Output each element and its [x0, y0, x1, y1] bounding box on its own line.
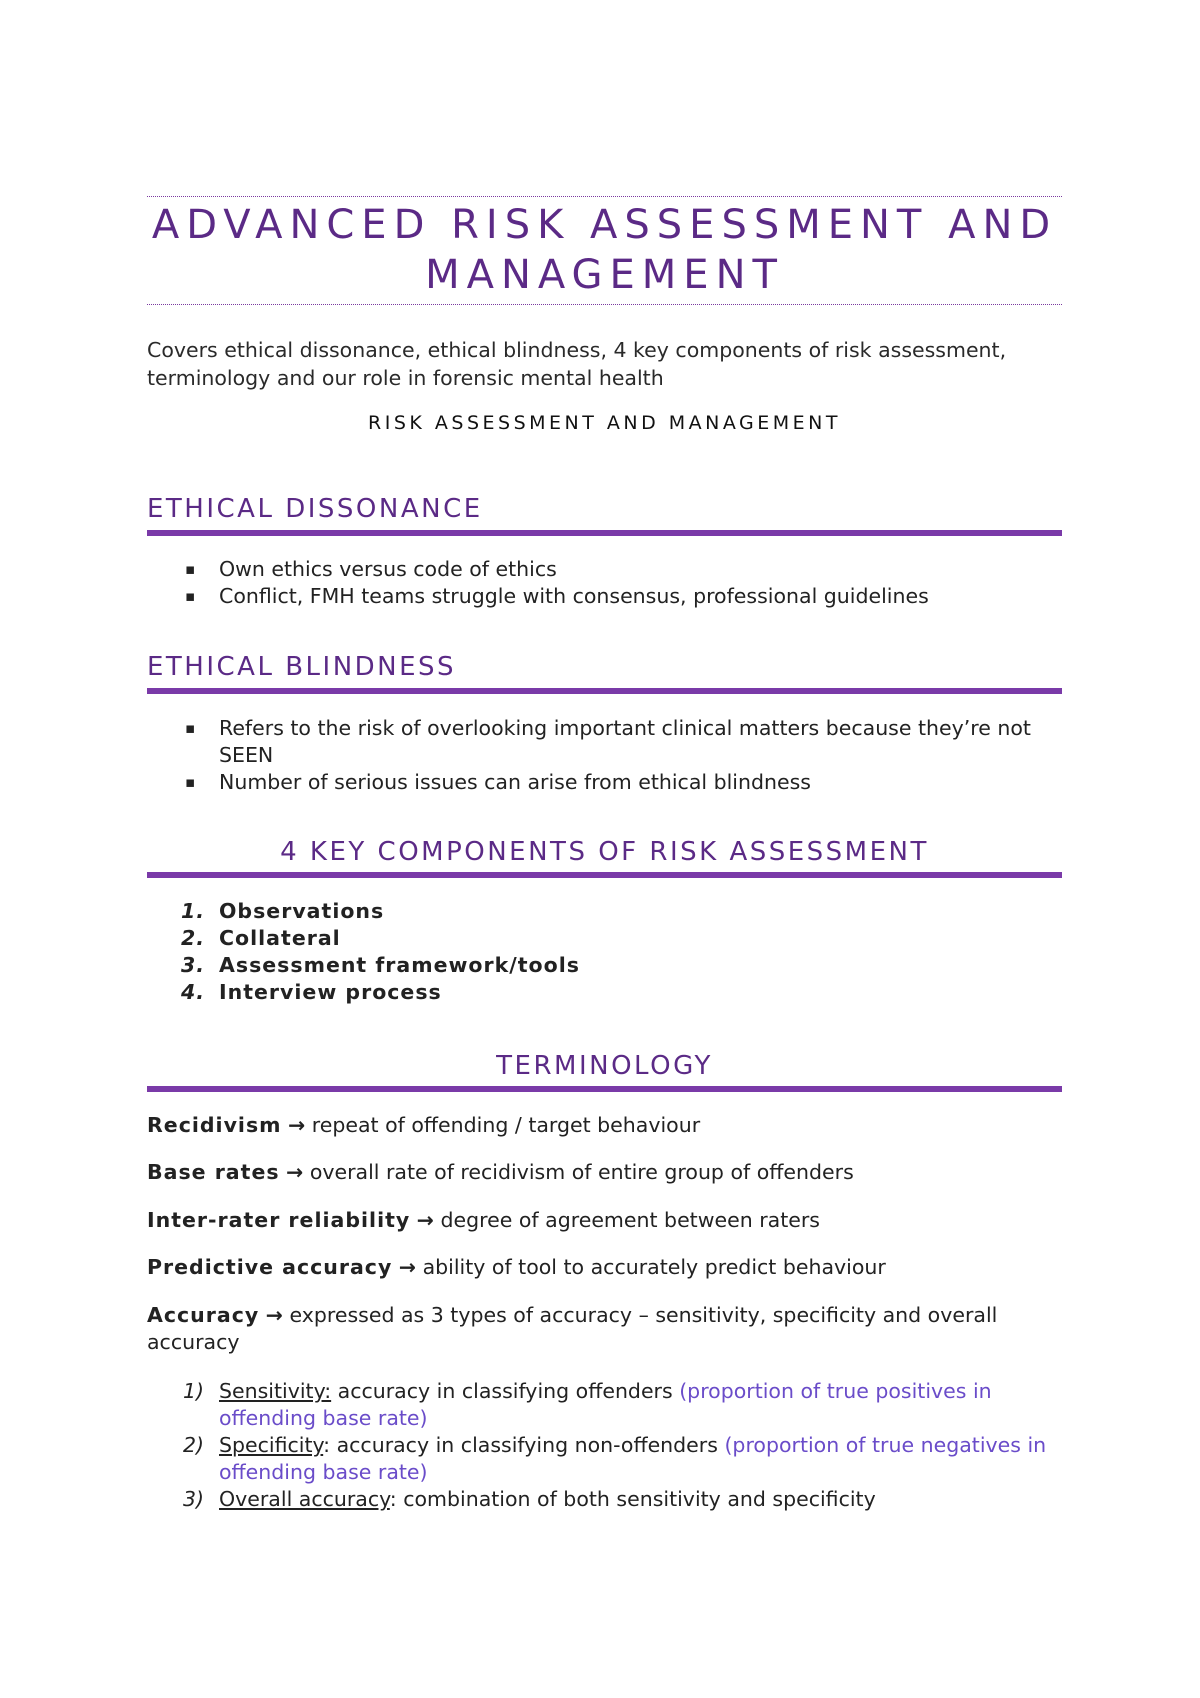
- document-title: ADVANCED RISK ASSESSMENT AND MANAGEMENT: [151, 202, 1058, 298]
- heading-rule: [147, 688, 1062, 694]
- arrow-icon: →: [416, 1208, 434, 1232]
- heading-rule: [147, 872, 1062, 878]
- list-item: ▪ Own ethics versus code of ethics: [185, 557, 557, 581]
- list-item: ▪ Conflict, FMH teams struggle with consensus, professional guidelines: [185, 584, 929, 608]
- arrow-icon: →: [398, 1255, 417, 1279]
- title-bottom-rule: [147, 304, 1062, 305]
- heading-rule: [147, 1086, 1062, 1092]
- heading-rule: [147, 530, 1062, 536]
- key-components-list: [147, 898, 1062, 1006]
- list-item: 3) Overall accuracy: combination of both sensitivity and specificity: [183, 1487, 876, 1511]
- term-recidivism: Recidivism → repeat of offending / target behaviour: [147, 1113, 701, 1137]
- list-item: 1) Sensitivity: accuracy in classifying offenders (proportion of true positives in offending base rate): [183, 1379, 992, 1430]
- term-accuracy: Accuracy → expressed as 3 types of accuracy – sensitivity, specificity and overall accuracy: [147, 1303, 998, 1354]
- arrow-icon: →: [265, 1303, 283, 1327]
- term-base-rates: Base rates → overall rate of recidivism of entire group of offenders: [147, 1160, 854, 1184]
- arrow-icon: →: [288, 1113, 306, 1137]
- list-item: ▪ Number of serious issues can arise from ethical blindness: [185, 770, 811, 794]
- list-item: 3. Assessment framework/tools: [181, 953, 580, 977]
- list-item: 4. Interview process: [181, 980, 442, 1004]
- heading-ethical-blindness: ETHICAL BLINDNESS: [147, 652, 457, 682]
- list-item: 2) Specificity: accuracy in classifying non-offenders (proportion of true negatives in offending base rate): [183, 1433, 1047, 1484]
- intro-paragraph: Covers ethical dissonance, ethical blindness, 4 key components of risk assessment, terminology and our role in forensic mental health: [147, 338, 1007, 390]
- arrow-icon: →: [286, 1160, 304, 1184]
- accuracy-types-list: [147, 1378, 1062, 1513]
- list-item: 1. Observations: [181, 899, 385, 923]
- heading-ethical-dissonance: ETHICAL DISSONANCE: [147, 494, 483, 524]
- term-predictive-accuracy: Predictive accuracy → ability of tool to accurately predict behaviour: [147, 1255, 886, 1279]
- subtitle: RISK ASSESSMENT AND MANAGEMENT: [368, 412, 841, 434]
- bullet-icon: ▪: [185, 587, 196, 605]
- bullet-icon: ▪: [185, 719, 196, 737]
- heading-terminology: TERMINOLOGY: [496, 1051, 713, 1081]
- ethical-dissonance-list: [147, 556, 1062, 610]
- bullet-icon: ▪: [185, 773, 196, 791]
- list-item: ▪ Refers to the risk of overlooking important clinical matters because they’re not SEEN: [185, 716, 1031, 767]
- title-top-rule: [147, 196, 1062, 197]
- ethical-blindness-list: [147, 715, 1062, 796]
- heading-key-components: 4 KEY COMPONENTS OF RISK ASSESSMENT: [280, 837, 929, 867]
- term-inter-rater-reliability: Inter-rater reliability → degree of agreement between raters: [147, 1208, 820, 1232]
- bullet-icon: ▪: [185, 560, 196, 578]
- list-item: 2. Collateral: [181, 926, 341, 950]
